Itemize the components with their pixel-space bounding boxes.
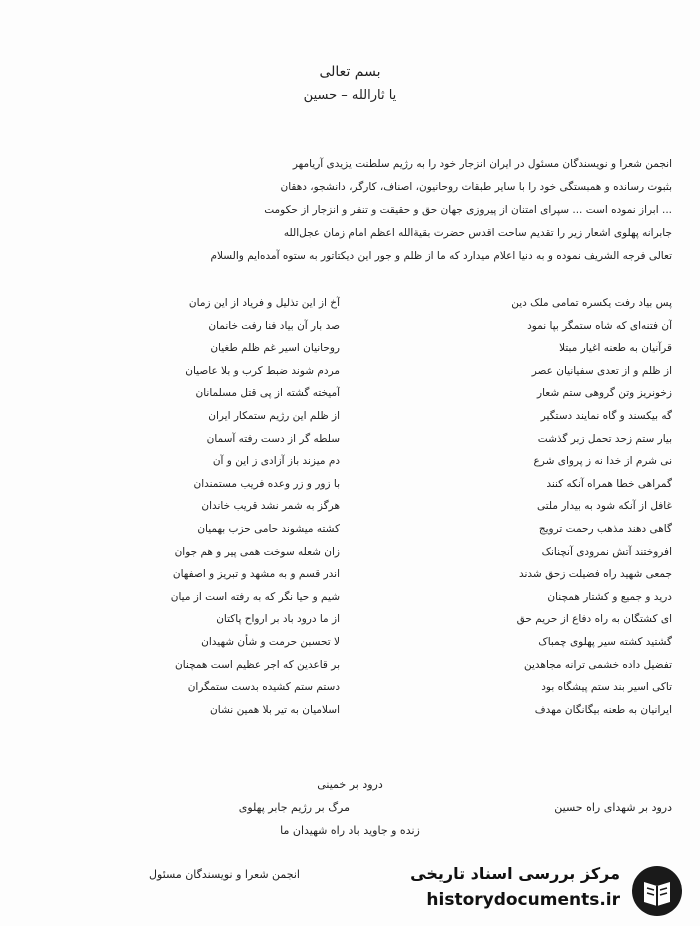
poem-verse: کشته میشوند حامی حزب بهمیان [197,522,340,535]
poem-verse: شیم و حیا نگر که به رفته است از میان [170,590,340,603]
poem-verse: روحانیان اسیر غم ظلم طغیان [210,342,340,355]
poem-verse: غافل از آنکه شود به بیدار ملتی [536,500,672,513]
poem-verse: زان شعله سوخت همی پیر و هم جوان [174,545,340,558]
poem-verse: بر قاعدین که اجر عظیم است همچنان [174,658,340,671]
poem-verse: تاکی اسیر بند ستم پیشگاه بود [541,681,672,694]
book-logo-icon [630,864,684,918]
paragraph-line: تعالی فرجه الشریف نموده و به دنیا اعلام میدارد که ما از ظلم و جور این دیکتاتور به ستوه آمده‌ایم والسلام [210,250,672,262]
poem-verse: از ما درود باد بر ارواح پاکتان [216,613,340,626]
poem-verse: افروختند آتش نمرودی آنچنانک [541,545,672,558]
poem-verse: درید و جمیع و کشتار همچنان [547,590,672,603]
poem-verse: بیار ستم زحد تحمل زبر گذشت [537,432,672,445]
paragraph-line: انجمن شعرا و نویسندگان مسئول در ایران انزجار خود را به رژیم سلطنت یزیدی آریامهر [292,158,672,170]
poem-verse: آن فتنه‌ای که شاه ستمگر بپا نمود [527,319,672,332]
poem-right-column [400,292,672,721]
poem-verse: آمیخته گشته از پی قتل مسلمانان [195,387,340,400]
paragraph-line: جابرانه پهلوی اشعار زیر را تقدیم ساحت اقدس حضرت بقیةالله اعظم امام زمان عجل‌الله [283,227,672,239]
signature: انجمن شعرا و نویسندگان مسئول [149,868,300,881]
poem-verse: گاهی دهند مذهب رحمت ترویج [538,522,672,535]
watermark-title: مرکز بررسی اسناد تاریخی [410,864,620,883]
footer-slogan-right: درود بر شهدای راه حسین [554,801,672,814]
poem-verse: دم میزند باز آزادی ز این و آن [212,455,340,468]
poem-verse: از ظلم و از تعدی سفیانیان عصر [531,364,672,377]
poem-verse: گه بیکسند و گاه نمایند دستگیر [540,409,672,422]
poem-left-column [40,292,340,721]
poem-verse: ایرانیان به طعنه بیگانگان مهدف [534,703,672,716]
poem-verse: صد بار آن بیاد فنا رفت خانمان [208,319,340,332]
document-subtitle: یا ثارالله – حسین [303,88,397,103]
document-title: بسم تعالی [319,64,381,80]
poem-verse: ای کشتگان به راه دفاع از حریم حق [516,613,672,626]
poem-verse: نی شرم از خدا نه ز پروای شرع [533,455,672,468]
poem-verse: با زور و زر وعده فریب مستمندان [193,477,340,490]
footer-slogan-left: مرگ بر رژیم جابر پهلوی [238,801,350,814]
poem-verse: گمراهی خطا همراه آنکه کنند [546,477,672,490]
watermark [410,860,692,918]
poem-verse: دستم ستم کشیده بدست ستمگران [187,681,340,694]
poem-verse: جمعی شهید راه فضیلت زحق شدند [518,568,672,581]
poem-verse: آخ از این تذلیل و فریاد از این زمان [188,297,340,309]
poem-verse: زخونریز وتن گروهی ستم شعار [537,387,672,400]
footer-slogan-3: زنده و جاوید باد راه شهیدان ما [280,824,420,837]
watermark-url: historydocuments.ir [426,890,620,910]
poem-verse: قرآنیان به طعنه اغیار مبتلا [559,342,672,355]
poem-verse: تفضیل داده خشمی ترانه مجاهدین [523,658,672,671]
poem-verse: مردم شوند ضبط کرب و بلا عاصیان [185,364,340,377]
poem-verse: هرگز به شمر نشد قریب خاندان [201,500,340,513]
poem-verse: اندر قسم و به مشهد و تبریز و اصفهان [172,568,340,581]
footer-slogan-1: درود بر خمینی [317,778,383,791]
paragraph-line: بثبوت رسانده و همبستگی خود را با سایر طبقات روحانیون، اصناف، کارگر، دانشجو، دهقان [280,181,672,193]
poem-verse: پس بیاد رفت یکسره تمامی ملک دین [511,297,672,309]
intro-paragraph [38,153,672,268]
poem-verse: گشتید کشته سیر پهلوی چمباک [538,635,672,648]
poem-verse: اسلامیان به تیر بلا همین نشان [210,703,340,716]
poem-verse: لا تحسبن حرمت و شأن شهیدان [201,635,340,648]
paragraph-line: ... ابراز نموده است ... سپرای امتنان از پیروزی جهان حق و حقیقت و تنفر و انزجار از حکومت [264,204,672,216]
poem-verse: سلطه گر از دست رفته آسمان [206,432,340,445]
poem-verse: از ظلم این رژیم ستمکار ایران [208,409,340,422]
